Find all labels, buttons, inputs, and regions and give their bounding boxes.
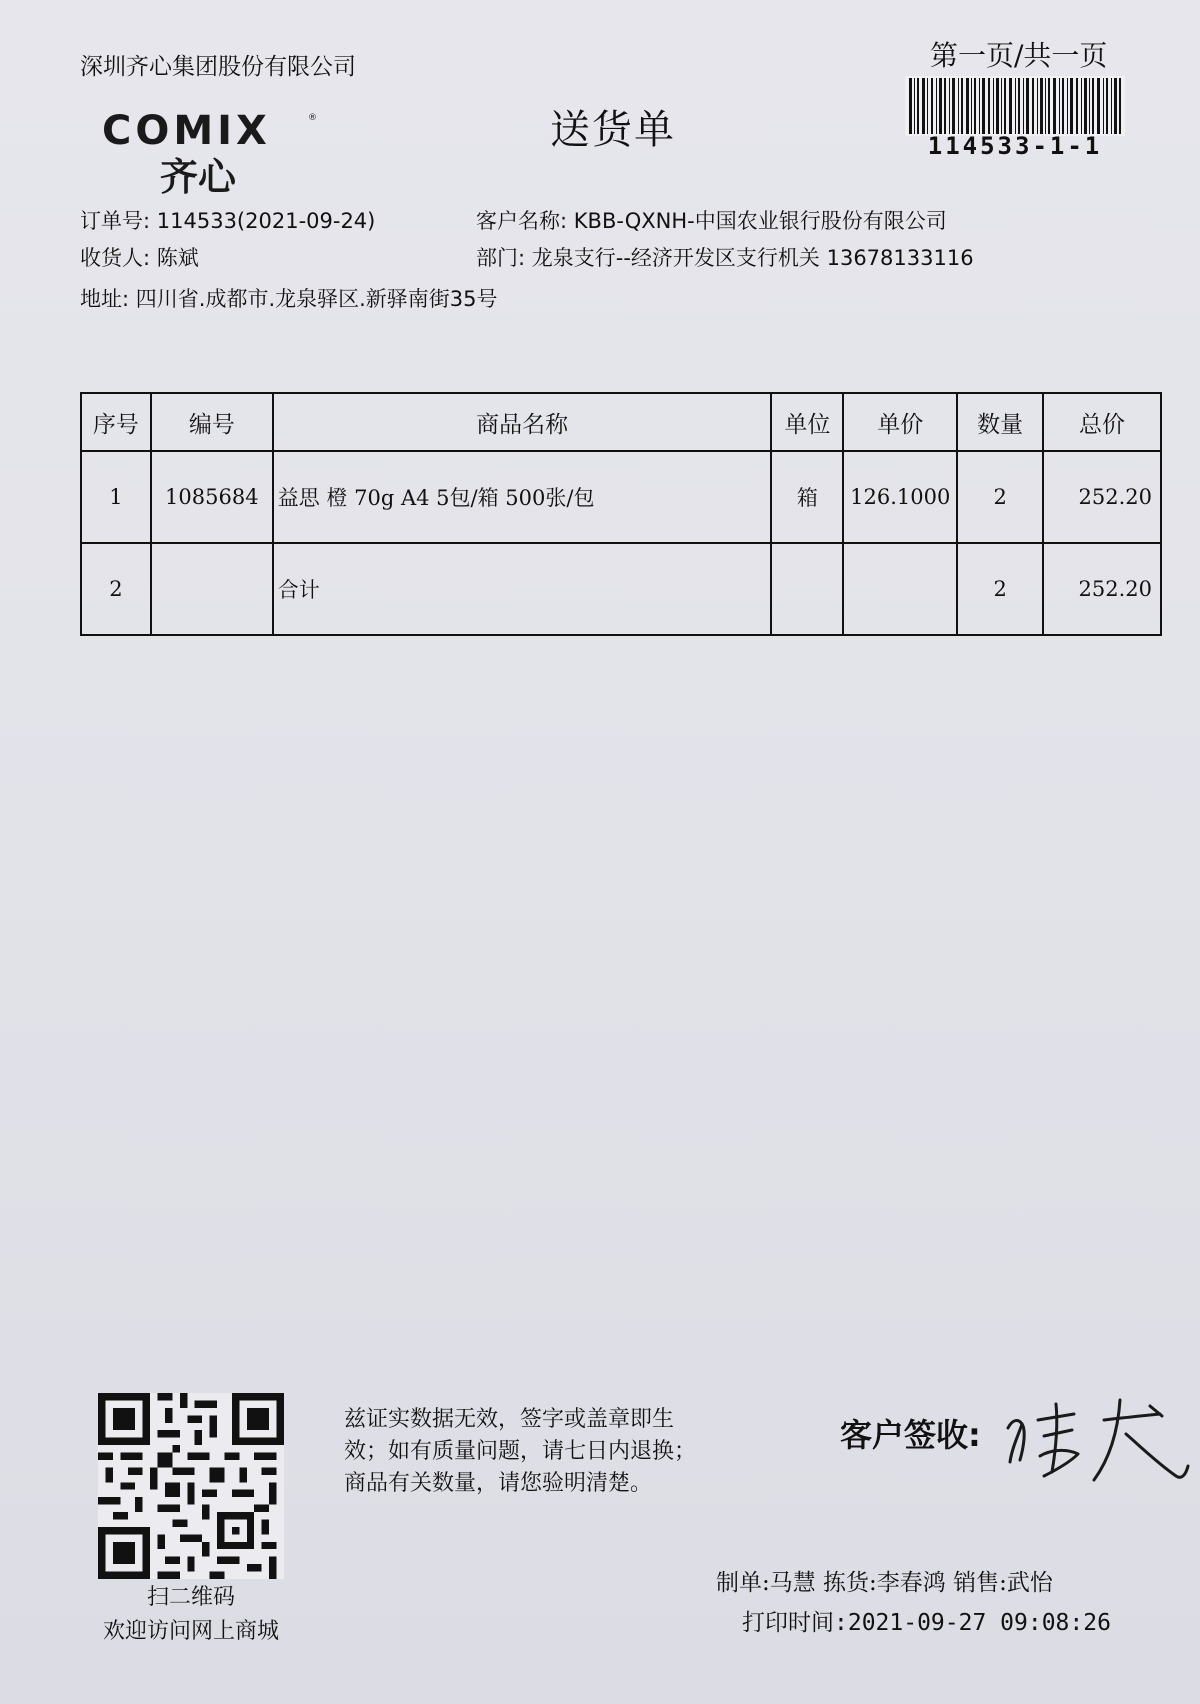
cell-price: 126.1000 bbox=[843, 451, 957, 543]
barcode bbox=[905, 76, 1125, 136]
cell-qty: 2 bbox=[957, 451, 1043, 543]
cell-total: 252.20 bbox=[1043, 451, 1161, 543]
col-header-qty: 数量 bbox=[957, 393, 1043, 451]
col-header-price: 单价 bbox=[843, 393, 957, 451]
svg-text:齐心: 齐心 bbox=[160, 155, 237, 198]
svg-text:COMIX: COMIX bbox=[102, 108, 271, 154]
col-header-product: 商品名称 bbox=[273, 393, 772, 451]
qr-code[interactable] bbox=[98, 1393, 284, 1579]
cell-unit: 箱 bbox=[771, 451, 843, 543]
table-row bbox=[81, 543, 1161, 635]
department bbox=[476, 242, 974, 272]
table-header-row bbox=[81, 393, 1161, 451]
cell-product: 益思 橙 70g A4 5包/箱 500张/包 bbox=[273, 451, 772, 543]
staff-line: 制单:马慧 拣货:李春鸿 销售:武怡 bbox=[716, 1570, 1053, 1596]
document-title: 送货单 bbox=[550, 107, 676, 153]
consignee-label: 收货人: bbox=[80, 246, 151, 270]
print-time: 打印时间:2021-09-27 09:08:26 bbox=[742, 1610, 1111, 1636]
order-number-label: 订单号: bbox=[80, 209, 151, 233]
customer-name-label: 客户名称: bbox=[476, 209, 568, 233]
col-header-unit: 单位 bbox=[771, 393, 843, 451]
address-value: 四川省.成都市.龙泉驿区.新驿南街35号 bbox=[135, 287, 498, 311]
consignee-value: 陈斌 bbox=[156, 246, 199, 270]
cell-code: 1085684 bbox=[151, 451, 273, 543]
col-header-total: 总价 bbox=[1043, 393, 1161, 451]
address bbox=[80, 283, 498, 313]
order-number bbox=[80, 205, 375, 235]
cell-qty: 2 bbox=[957, 543, 1043, 635]
notice-line: 商品有关数量，请您验明清楚。 bbox=[344, 1471, 653, 1496]
notice-line: 兹证实数据无效，签字或盖章即生 bbox=[344, 1407, 675, 1432]
svg-text:®: ® bbox=[308, 113, 317, 123]
items-table bbox=[80, 392, 1162, 636]
qr-caption-welcome: 欢迎访问网上商城 bbox=[102, 1619, 279, 1644]
cell-seq: 1 bbox=[81, 451, 151, 543]
col-header-code: 编号 bbox=[151, 393, 273, 451]
barcode-number: 114533-1-1 bbox=[927, 132, 1103, 160]
cell-product: 合计 bbox=[273, 543, 772, 635]
customer-name-value: KBB-QXNH-中国农业银行股份有限公司 bbox=[573, 209, 947, 233]
cell-code bbox=[151, 543, 273, 635]
col-header-seq: 序号 bbox=[81, 393, 151, 451]
table-row bbox=[81, 451, 1161, 543]
company-name: 深圳齐心集团股份有限公司 bbox=[80, 54, 356, 80]
cell-price bbox=[843, 543, 957, 635]
customer-sign-label: 客户签收: bbox=[840, 1416, 981, 1454]
customer-name bbox=[476, 205, 947, 235]
customer-signature bbox=[1000, 1390, 1195, 1490]
qr-caption-scan: 扫二维码 bbox=[146, 1585, 235, 1610]
address-label: 地址: bbox=[80, 287, 130, 311]
comix-logo bbox=[100, 108, 340, 198]
department-value: 龙泉支行--经济开发区支行机关 13678133116 bbox=[531, 246, 974, 270]
notice-line: 效；如有质量问题，请七日内退换； bbox=[344, 1439, 697, 1464]
cell-seq: 2 bbox=[81, 543, 151, 635]
cell-total: 252.20 bbox=[1043, 543, 1161, 635]
department-label: 部门: bbox=[476, 246, 526, 270]
notice-text bbox=[344, 1404, 696, 1500]
page-info: 第一页/共一页 bbox=[930, 39, 1108, 72]
consignee bbox=[80, 242, 199, 272]
order-number-value: 114533(2021-09-24) bbox=[156, 209, 376, 233]
cell-unit bbox=[771, 543, 843, 635]
